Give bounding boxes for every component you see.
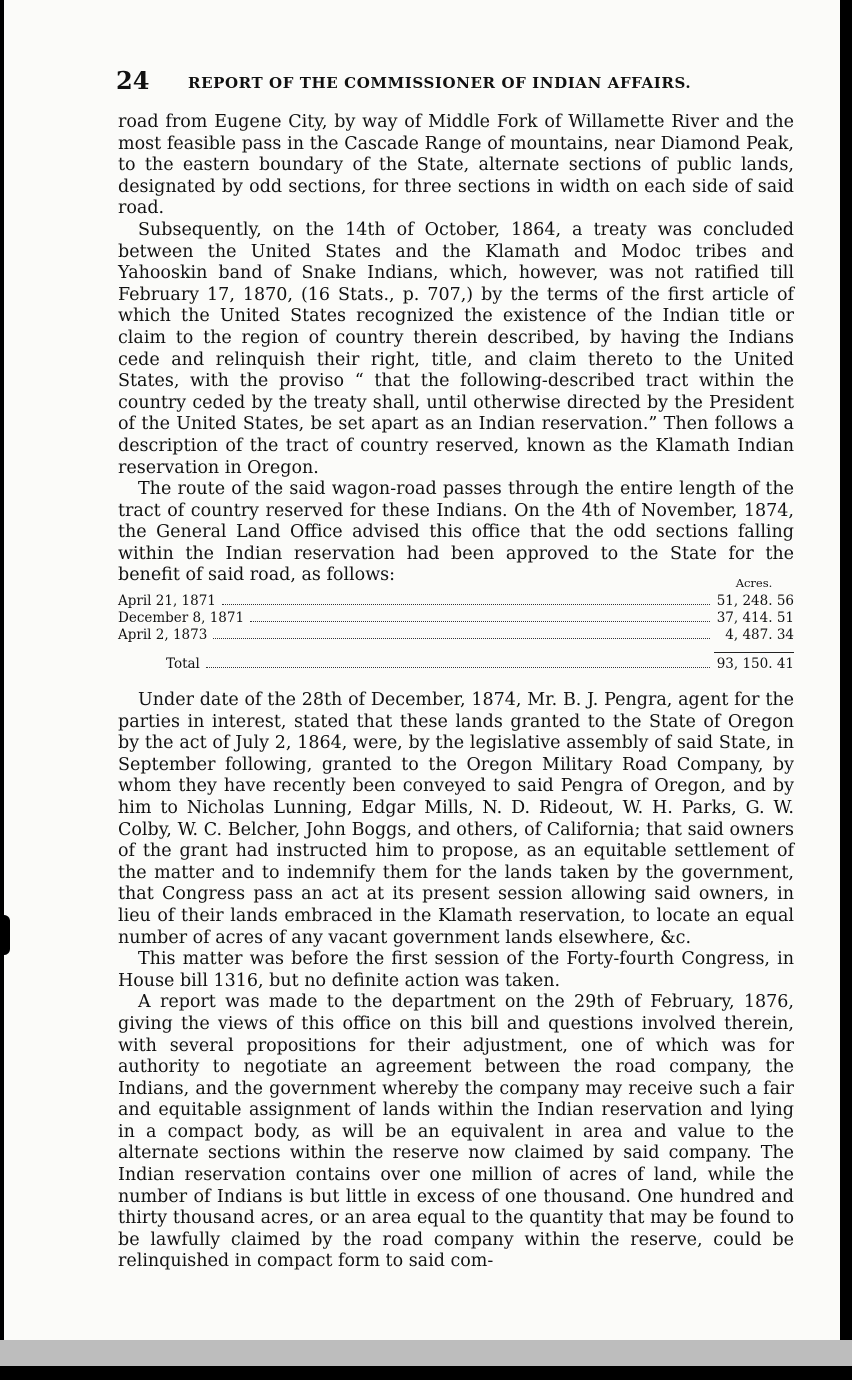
row-date: December 8, 1871 <box>118 610 245 626</box>
row-acres: 4, 487. 34 <box>725 627 794 643</box>
dot-leader <box>250 610 710 622</box>
table-total-row <box>118 656 794 673</box>
paragraph-pengra: Under date of the 28th of December, 1874, Mr. B. J. Pengra, agent for the parties in interest, stated that these lands granted to the State of Oregon by the act of July 2, 1864, were, by the legislative assembly of said State, in September following, granted to the Oregon Military Road Company, by whom they have recently been conveyed to said Pengra of Oregon, and by him to Nicholas Lunning, Edgar Mills, N. D. Rideout, W. H. Parks, G. W. Colby, W. C. Belcher, John Boggs, and others, of California; that said owners of the grant had instructed him to propose, as an equitable settlement of the matter and to indemnify them for the lands taken by the government, that Congress pass an act at its present session allowing said owners, in lieu of their lands embraced in the Klamath reservation, to locate an equal number of acres of any vacant government lands elsewhere, &c. <box>118 690 794 948</box>
binding-notch <box>0 915 10 955</box>
dot-leader <box>222 593 710 605</box>
page-number: 24 <box>116 66 150 95</box>
running-head: REPORT OF THE COMMISSIONER OF INDIAN AFFAIRS. <box>188 74 692 92</box>
scan-bottom-shadow <box>0 1340 852 1366</box>
scan-bottom-border <box>0 1366 852 1380</box>
acres-column-header: Acres. <box>735 576 773 590</box>
table-row <box>118 593 794 610</box>
dot-leader <box>206 656 710 668</box>
table-row <box>118 610 794 627</box>
paragraph-road-grant: road from Eugene City, by way of Middle Fork of Willamette River and the most feasible pass in the Cascade Range of mountains, near Diamond Peak, to the eastern boundary of the State, alternate sections of public lands, designated by odd sections, for three sections in width on each side of said road. <box>118 112 794 219</box>
paragraph-wagon-road-route: The route of the said wagon-road passes through the entire length of the tract of country reserved for these Indians. On the 4th of November, 1874, the General Land Office advised this office that the odd sections falling within the Indian reservation had been approved to the State for the benefit of said road, as follows: <box>118 479 794 586</box>
total-rule <box>714 652 794 653</box>
paragraph-house-bill: This matter was before the first session of the Forty-fourth Congress, in House bill 1316, but no definite action was taken. <box>118 949 794 991</box>
body-text-bottom <box>118 690 794 1273</box>
scan-right-border <box>840 0 852 1380</box>
page-header <box>116 66 796 98</box>
total-label: Total <box>166 656 200 672</box>
paragraph-treaty: Subsequently, on the 14th of October, 1864, a treaty was concluded between the United States and the Klamath and Modoc tribes and Yahooskin band of Snake Indians, which, however, was not ratified till February 17, 1870, (16 Stats., p. 707,) by the terms of the first article of which the United States recognized the existence of the Indian title or claim to the region of country therein described, by having the Indians cede and relinquish their right, title, and claim thereto to the United States, with the proviso “ that the following-described tract within the country ceded by the treaty shall, until otherwise directed by the President of the United States, be set apart as an Indian reservation.” Then follows a description of the tract of country reserved, known as the Klamath Indian reservation in Oregon. <box>118 219 794 478</box>
total-acres: 93, 150. 41 <box>716 656 794 672</box>
row-date: April 21, 1871 <box>118 593 216 609</box>
dot-leader <box>213 627 710 639</box>
row-acres: 37, 414. 51 <box>716 610 794 626</box>
row-date: April 2, 1873 <box>118 627 208 643</box>
table-row <box>118 627 794 644</box>
paragraph-report: A report was made to the department on the 29th of February, 1876, giving the views of this office on this bill and questions involved therein, with several propositions for their adjustment, one of which was for authority to negotiate an agreement between the road company, the Indians, and the government whereby the company may receive such a fair and equitable assignment of lands within the Indian reservation and lying in a compact body, as will be an equivalent in area and value to the alternate sections within the reserve now claimed by said company. The Indian reservation contains over one million of acres of land, while the number of Indians is but little in excess of one thousand. One hundred and thirty thousand acres, or an area equal to the quantity that may be found to be lawfully claimed by the road company within the reserve, could be relinquished in compact form to said com- <box>118 992 794 1272</box>
row-acres: 51, 248. 56 <box>716 593 794 609</box>
body-text-top <box>118 112 794 587</box>
scan-left-border <box>0 0 4 1380</box>
